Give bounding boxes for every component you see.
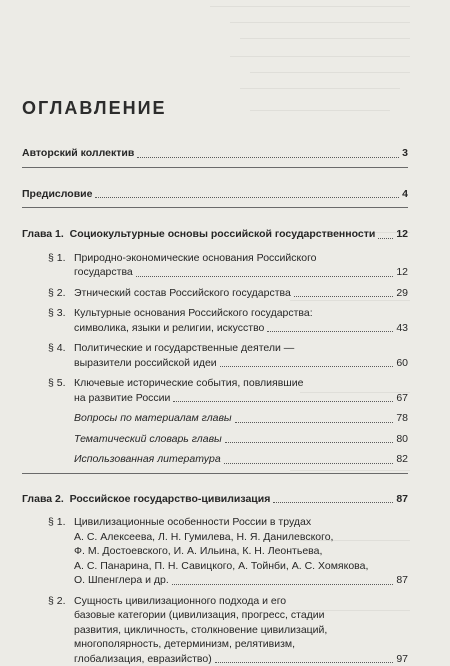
toc-entry-preface bbox=[22, 187, 408, 202]
toc-entry-page: 60 bbox=[396, 356, 408, 371]
toc-entry-title: Авторский коллектив bbox=[22, 146, 134, 161]
chapter-label: Глава 1. bbox=[22, 228, 64, 240]
section-title-line: выразители российской идеи bbox=[74, 356, 217, 371]
toc-chapter-1 bbox=[22, 227, 408, 242]
section-title-line: базовые категории (цивилизация, прогресс, стадии bbox=[74, 608, 408, 623]
leader-dots bbox=[220, 366, 394, 367]
leader-dots bbox=[136, 276, 394, 277]
toc-entry-title: Использованная литература bbox=[74, 452, 221, 467]
toc-entry-page: 12 bbox=[396, 227, 408, 242]
leader-dots bbox=[215, 662, 394, 663]
section-number: § 1. bbox=[48, 515, 66, 530]
divider bbox=[22, 207, 408, 208]
toc-entry-page: 80 bbox=[396, 432, 408, 447]
section-title-line: государства bbox=[74, 265, 133, 280]
section-number: § 2. bbox=[48, 594, 66, 609]
toc-entry-authors bbox=[22, 146, 408, 161]
leader-dots bbox=[294, 296, 393, 297]
section-title-line: Природно-экономические основания Российского bbox=[74, 251, 408, 266]
toc-section-1-2 bbox=[48, 286, 408, 301]
leader-dots bbox=[137, 157, 399, 158]
toc-entry-page: 87 bbox=[396, 492, 408, 507]
toc-entry-page: 4 bbox=[402, 187, 408, 202]
table-of-contents bbox=[22, 146, 408, 666]
toc-entry-glossary bbox=[48, 432, 408, 447]
leader-dots bbox=[95, 197, 399, 198]
section-title-line: А. С. Панарина, П. Н. Савицкого, А. Тойнби, А. С. Хомякова, bbox=[74, 559, 408, 574]
toc-entry-page: 3 bbox=[402, 146, 408, 161]
toc-entry-page: 87 bbox=[396, 573, 408, 588]
toc-entry-page: 78 bbox=[396, 411, 408, 426]
chapter-2-sections bbox=[22, 515, 408, 666]
section-title-line: Этнический состав Российского государства bbox=[74, 286, 291, 301]
toc-chapter-2 bbox=[22, 492, 408, 507]
leader-dots bbox=[273, 502, 393, 503]
chapter-title: Социокультурные основы российской государственности bbox=[70, 228, 376, 240]
toc-entry-page: 67 bbox=[396, 391, 408, 406]
section-title-line: Цивилизационные особенности России в трудах bbox=[74, 515, 408, 530]
toc-entry-literature bbox=[48, 452, 408, 467]
toc-section-2-2 bbox=[48, 594, 408, 666]
section-number: § 4. bbox=[48, 341, 66, 356]
toc-section-1-4 bbox=[48, 341, 408, 370]
section-title-line: на развитие России bbox=[74, 391, 170, 406]
divider bbox=[22, 167, 408, 168]
toc-entry-page: 97 bbox=[396, 652, 408, 666]
section-number: § 2. bbox=[48, 286, 66, 301]
leader-dots bbox=[235, 422, 394, 423]
section-title-line: О. Шпенглера и др. bbox=[74, 573, 169, 588]
leader-dots bbox=[267, 331, 393, 332]
section-title-line: Сущность цивилизационного подхода и его bbox=[74, 594, 408, 609]
section-title-line: Ф. М. Достоевского, И. А. Ильина, К. Н. Леонтьева, bbox=[74, 544, 408, 559]
section-title-line: Политические и государственные деятели — bbox=[74, 341, 408, 356]
toc-entry-page: 82 bbox=[396, 452, 408, 467]
toc-section-1-5 bbox=[48, 376, 408, 405]
section-title-line: развития, цикличность, столкновение цивилизаций, bbox=[74, 623, 408, 638]
section-number: § 3. bbox=[48, 306, 66, 321]
toc-entry-title: Тематический словарь главы bbox=[74, 432, 222, 447]
section-title-line: глобализация, евразийство) bbox=[74, 652, 212, 666]
page-title: ОГЛАВЛЕНИЕ bbox=[22, 98, 167, 119]
toc-section-2-1 bbox=[48, 515, 408, 588]
toc-entry-title: Вопросы по материалам главы bbox=[74, 411, 232, 426]
toc-section-1-3 bbox=[48, 306, 408, 335]
toc-entry-page: 12 bbox=[396, 265, 408, 280]
toc-entry-page: 29 bbox=[396, 286, 408, 301]
toc-entry-page: 43 bbox=[396, 321, 408, 336]
leader-dots bbox=[225, 442, 394, 443]
section-title-line: Культурные основания Российского государства: bbox=[74, 306, 408, 321]
toc-entry-questions bbox=[48, 411, 408, 426]
chapter-label: Глава 2. bbox=[22, 493, 64, 505]
section-number: § 1. bbox=[48, 251, 66, 266]
leader-dots bbox=[378, 238, 393, 239]
section-title-line: символика, языки и религии, искусство bbox=[74, 321, 264, 336]
section-title-line: Ключевые исторические события, повлиявшие bbox=[74, 376, 408, 391]
section-title-line: А. С. Алексеева, Л. Н. Гумилева, Н. Я. Данилевского, bbox=[74, 530, 408, 545]
leader-dots bbox=[173, 401, 393, 402]
chapter-title: Российское государство-цивилизация bbox=[70, 493, 271, 505]
divider bbox=[22, 473, 408, 474]
leader-dots bbox=[172, 584, 394, 585]
chapter-1-sections bbox=[22, 251, 408, 467]
section-number: § 5. bbox=[48, 376, 66, 391]
toc-entry-title: Предисловие bbox=[22, 187, 92, 202]
leader-dots bbox=[224, 463, 394, 464]
toc-section-1-1 bbox=[48, 251, 408, 280]
section-title-line: многополярность, детерминизм, релятивизм, bbox=[74, 637, 408, 652]
